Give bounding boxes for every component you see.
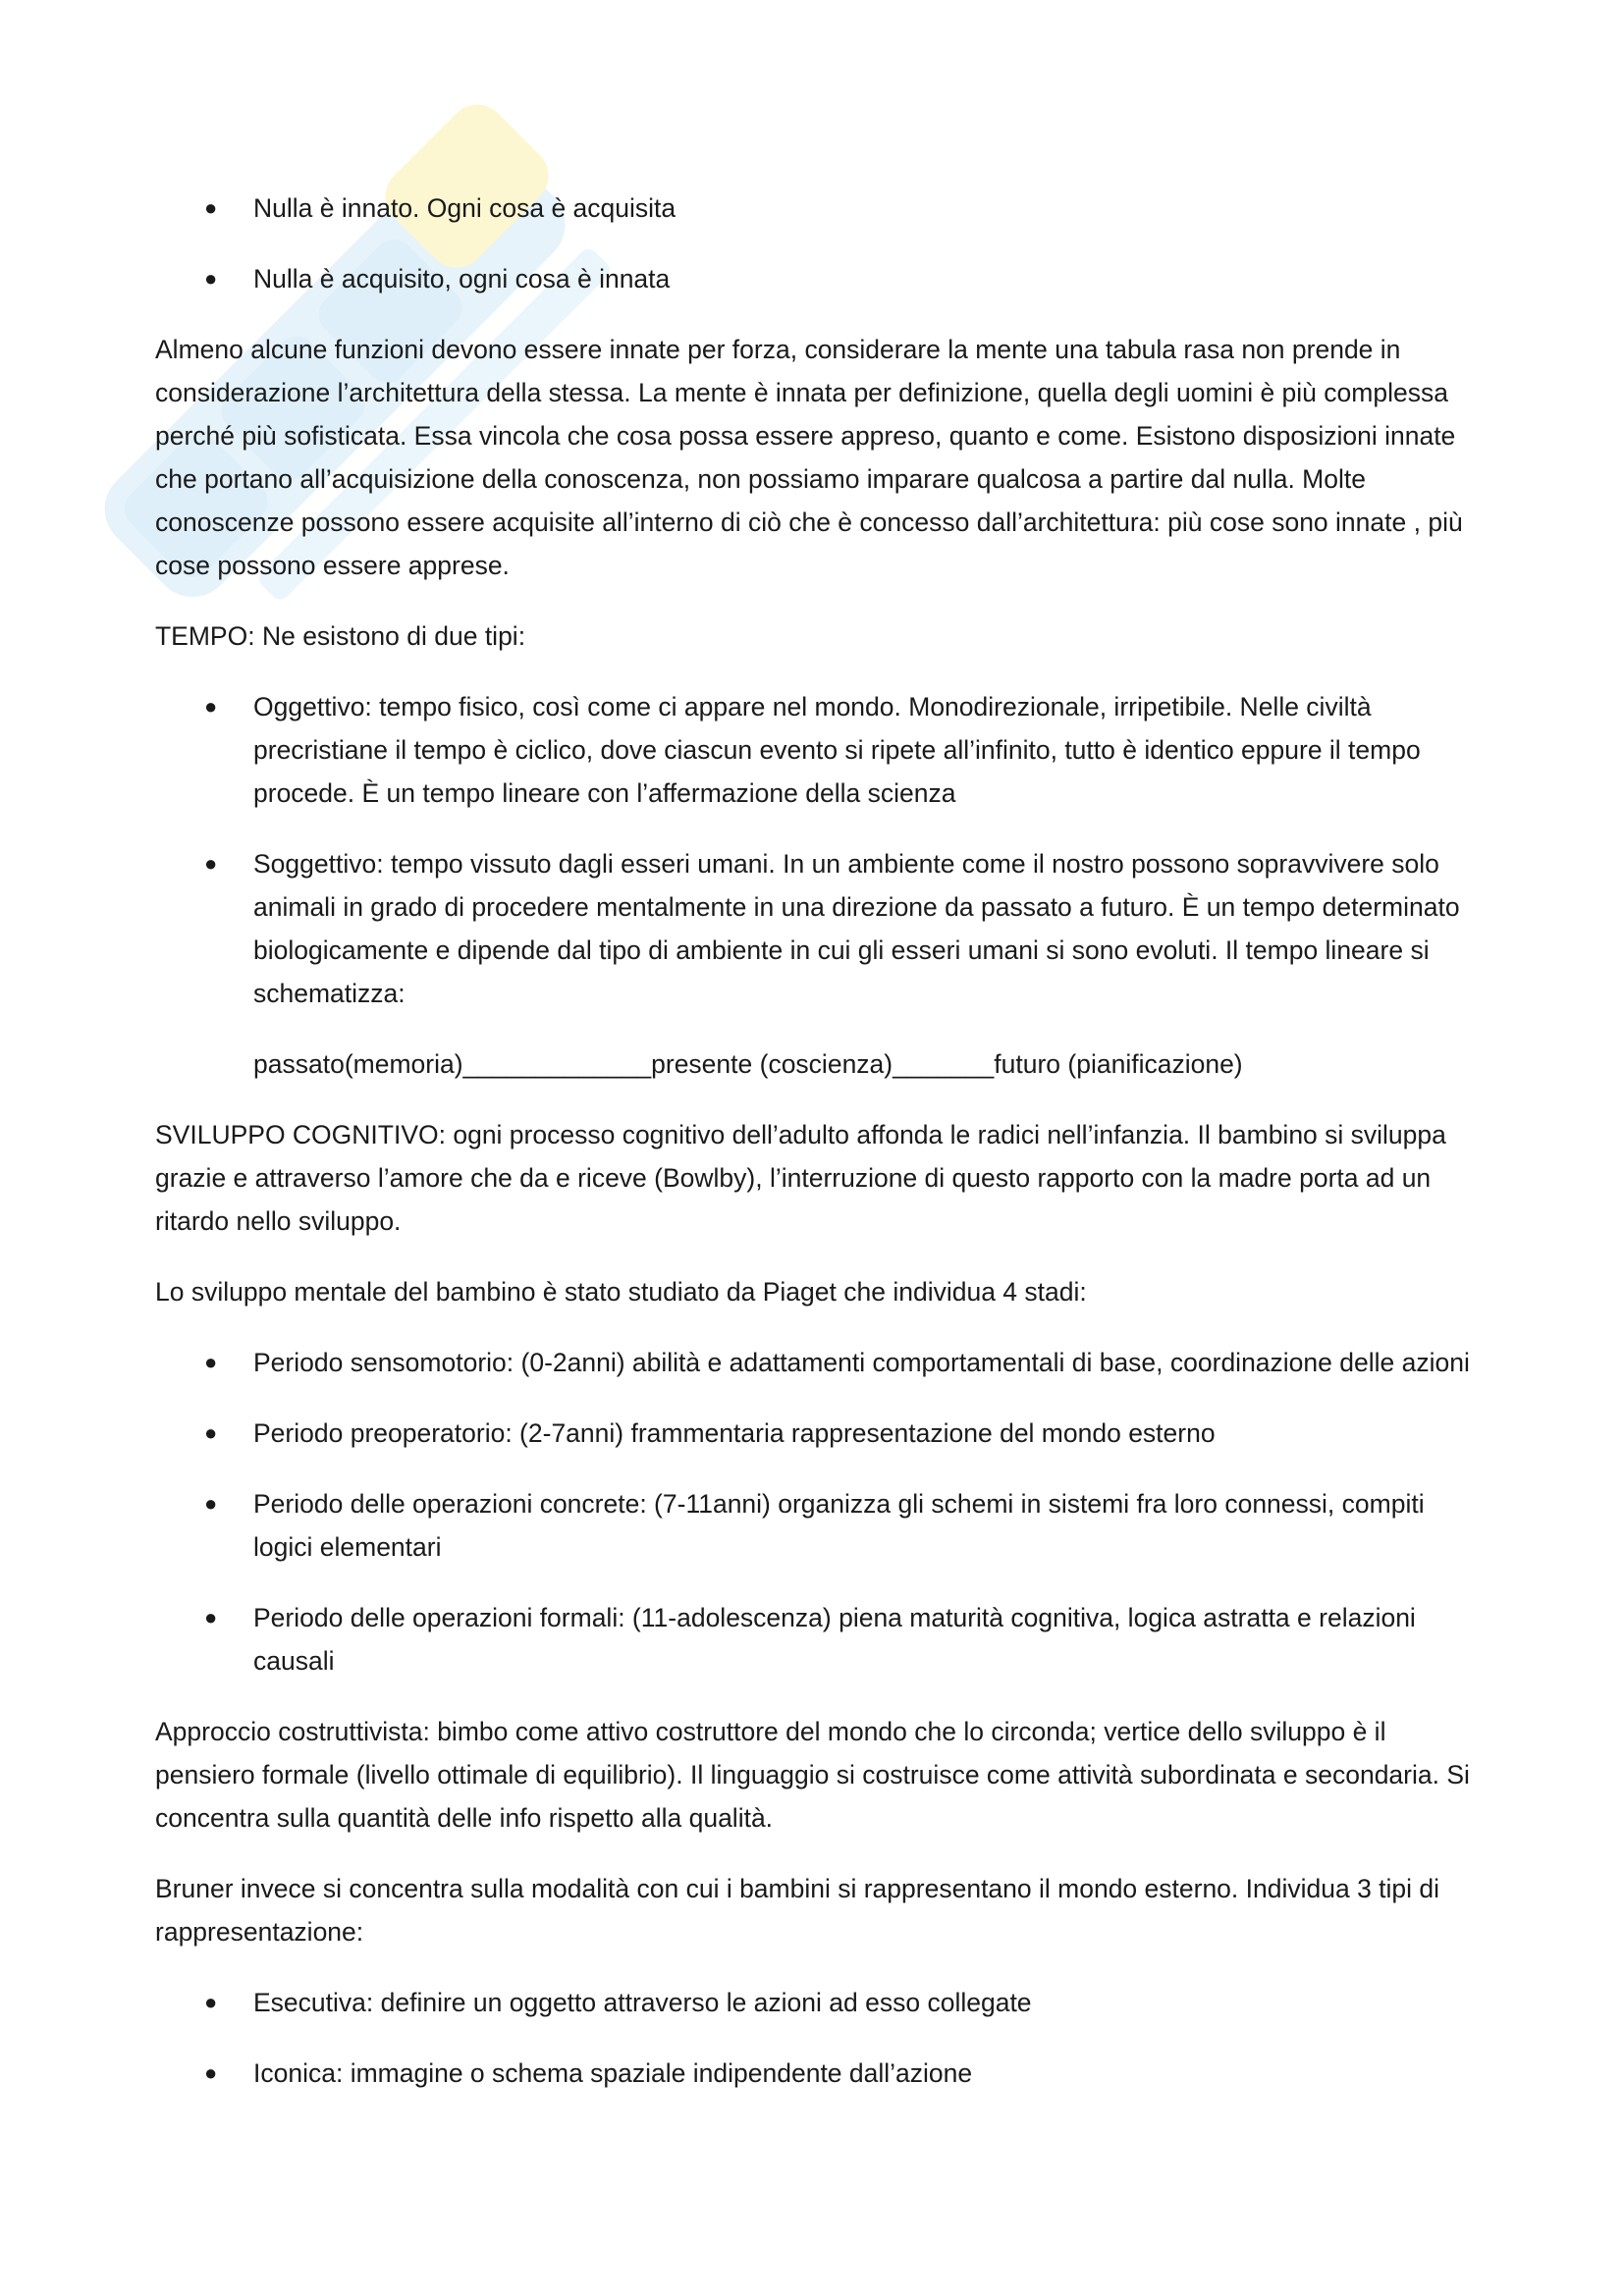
list-item: ● Esecutiva: definire un oggetto attraverso le azioni ad esso collegate (155, 1981, 1481, 2024)
paragraph-innate-functions: Almeno alcune funzioni devono essere innate per forza, considerare la mente una tabula rasa non prende in considerazione l’architettura della stessa. La mente è innata per definizione, quella degli uomini è più complessa perché più sofisticata. Essa vincola che cosa possa essere appreso, quanto e come. Esistono disposizioni innate che portano all’acquisizione della conoscenza, non possiamo imparare qualcosa a partire dal nulla. Molte conoscenze possono essere acquisite all’interno di ciò che è concesso dall’architettura: più cose sono innate , più cose possono essere apprese. (155, 335, 1463, 580)
bullet-icon: ● (204, 1420, 218, 1445)
list-item: ● Periodo delle operazioni formali: (11-adolescenza) piena maturità cognitiva, logica astratta e relazioni causali (155, 1596, 1481, 1682)
piaget-stages-list (155, 1341, 1481, 1682)
bullet-icon: ● (204, 694, 218, 719)
bruner-representation-list (155, 1981, 1481, 2095)
bullet-icon: ● (204, 1990, 218, 2014)
list-item: ● Periodo sensomotorio: (0-2anni) abilità e adattamenti comportamentali di base, coordinazione delle azioni (155, 1341, 1481, 1384)
document-page (155, 187, 1481, 2122)
list-item: ● Soggettivo: tempo vissuto dagli esseri umani. In un ambiente come il nostro possono sopravvivere solo animali in grado di procedere mentalmente in una direzione da passato a futuro. È un tempo determinato biologicamente e dipende dal tipo di ambiente in cui gli esseri umani si sono evoluti. Il tempo lineare si schematizza: (155, 842, 1481, 1015)
list-item: ● Periodo preoperatorio: (2-7anni) frammentaria rappresentazione del mondo esterno (155, 1412, 1481, 1455)
list-item: ● Oggettivo: tempo fisico, così come ci appare nel mondo. Monodirezionale, irripetibile. Nelle civiltà precristiane il tempo è ciclico, dove ciascun evento si ripete all’infinito, tutto è identico eppure il tempo procede. È un tempo lineare con l’affermazione della scienza (155, 685, 1481, 815)
bullet-icon: ● (204, 266, 218, 291)
paragraph-tempo-heading: TEMPO: Ne esistono di due tipi: (155, 621, 526, 651)
bullet-icon: ● (204, 195, 218, 220)
bullet-icon: ● (204, 2060, 218, 2085)
paragraph-bruner: Bruner invece si concentra sulla modalità con cui i bambini si rappresentano il mondo esterno. Individua 3 tipi di rappresentazione: (155, 1874, 1440, 1947)
bullet-icon: ● (204, 1491, 218, 1516)
paragraph-sviluppo-cognitivo: SVILUPPO COGNITIVO: ogni processo cognitivo dell’adulto affonda le radici nell’infanzia. Il bambino si sviluppa grazie e attraverso l’amore che da e riceve (Bowlby), l’interruzione di questo rapporto con la madre porta ad un ritardo nello sviluppo. (155, 1120, 1446, 1236)
list-item: ● Iconica: immagine o schema spaziale indipendente dall’azione (155, 2052, 1481, 2095)
bullet-icon: ● (204, 851, 218, 876)
tempo-list (155, 685, 1481, 1015)
list-item: ● Nulla è acquisito, ogni cosa è innata (155, 257, 1481, 300)
list-item: ● Periodo delle operazioni concrete: (7-11anni) organizza gli schemi in sistemi fra loro connessi, compiti logici elementari (155, 1482, 1481, 1569)
paragraph-costruttivista: Approccio costruttivista: bimbo come attivo costruttore del mondo che lo circonda; vertice dello sviluppo è il pensiero formale (livello ottimale di equilibrio). Il linguaggio si costruisce come attività subordinata e secondaria. Si concentra sulla quantità delle info rispetto alla qualità. (155, 1717, 1470, 1833)
paragraph-piaget-intro: Lo sviluppo mentale del bambino è stato studiato da Piaget che individua 4 stadi: (155, 1277, 1087, 1307)
innate-acquired-list (155, 187, 1481, 300)
bullet-icon: ● (204, 1350, 218, 1374)
timeline-scheme: passato(memoria)_____________presente (coscienza)_______futuro (pianificazione) (253, 1049, 1243, 1079)
bullet-icon: ● (204, 1605, 218, 1629)
list-item: ● Nulla è innato. Ogni cosa è acquisita (155, 187, 1481, 230)
